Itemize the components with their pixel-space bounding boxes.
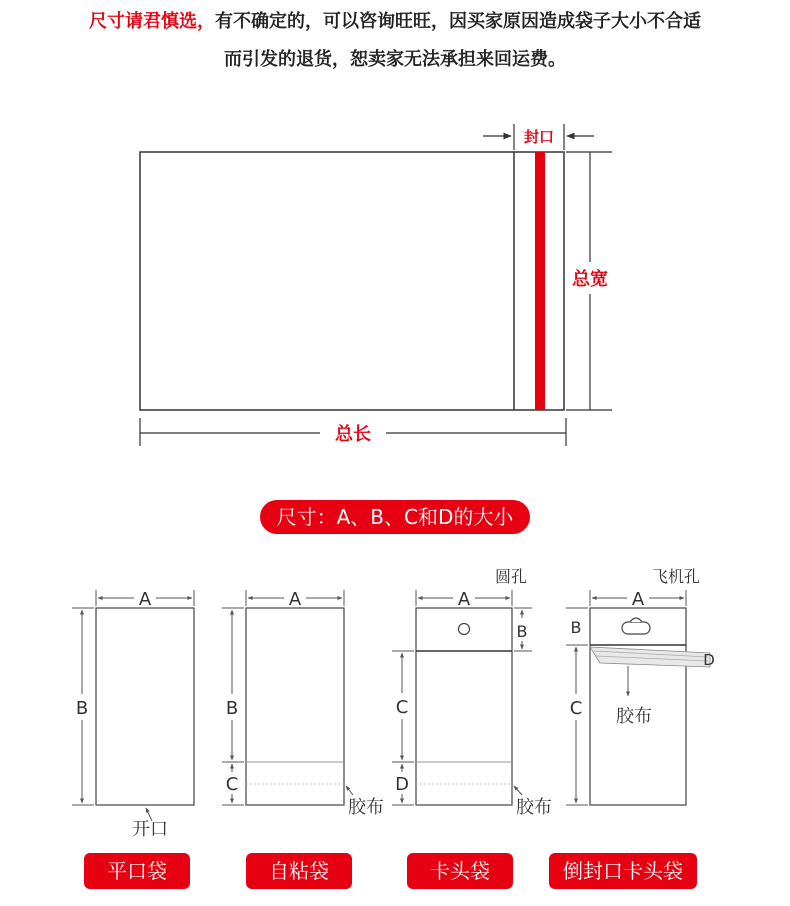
dim-b-label: B	[570, 618, 582, 637]
main-bag-diagram	[140, 124, 612, 446]
notice-text-2: 而引发的退货，恕卖家无法承担来回运费。	[224, 49, 566, 70]
dim-b-label: B	[225, 698, 239, 719]
dim-a-label: A	[288, 589, 302, 610]
dim-c-label: C	[569, 698, 583, 719]
dim-d-label: D	[395, 774, 409, 795]
main-bag-outline	[140, 152, 564, 410]
seal-label: 封口	[523, 128, 555, 146]
round-hole-label: 圆孔	[494, 567, 528, 586]
bag-type-flat: 平口袋	[84, 853, 190, 889]
bag-type-header: 卡头袋	[407, 853, 513, 889]
seal-strip	[535, 152, 545, 410]
opening-label: 开口	[132, 819, 168, 840]
flat-bag-diagram	[72, 589, 194, 840]
bag-type-adhesive: 自粘袋	[246, 853, 352, 889]
round-hole-icon	[459, 624, 470, 635]
dim-b-label: B	[516, 622, 528, 641]
tape-label: 胶布	[348, 797, 384, 818]
size-banner: 尺寸：A、B、C和D的大小	[260, 500, 530, 534]
header-bag-diagram	[392, 567, 552, 818]
dim-a-label: A	[631, 589, 645, 610]
bag-type-reverse-seal: 倒封口卡头袋	[549, 853, 697, 889]
tape-label: 胶布	[616, 706, 652, 727]
dim-c-label: C	[225, 774, 239, 795]
plane-hole-label: 飞机孔	[651, 567, 701, 586]
notice-warning: 尺寸请君慎选，	[89, 11, 215, 32]
tape-label: 胶布	[516, 797, 552, 818]
length-label: 总长	[335, 424, 371, 445]
dim-a-label: A	[457, 589, 471, 610]
notice-text-1: 有不确定的，可以咨询旺旺，因买家原因造成袋子大小不合适	[215, 11, 701, 32]
adhesive-bag-diagram	[222, 589, 384, 818]
dim-c-label: C	[395, 697, 409, 718]
dim-d-label: D	[703, 651, 715, 669]
reverse-seal-bag-diagram	[566, 567, 715, 805]
width-label: 总宽	[572, 269, 608, 290]
dim-a-label: A	[138, 589, 152, 610]
dim-b-label: B	[75, 698, 89, 719]
